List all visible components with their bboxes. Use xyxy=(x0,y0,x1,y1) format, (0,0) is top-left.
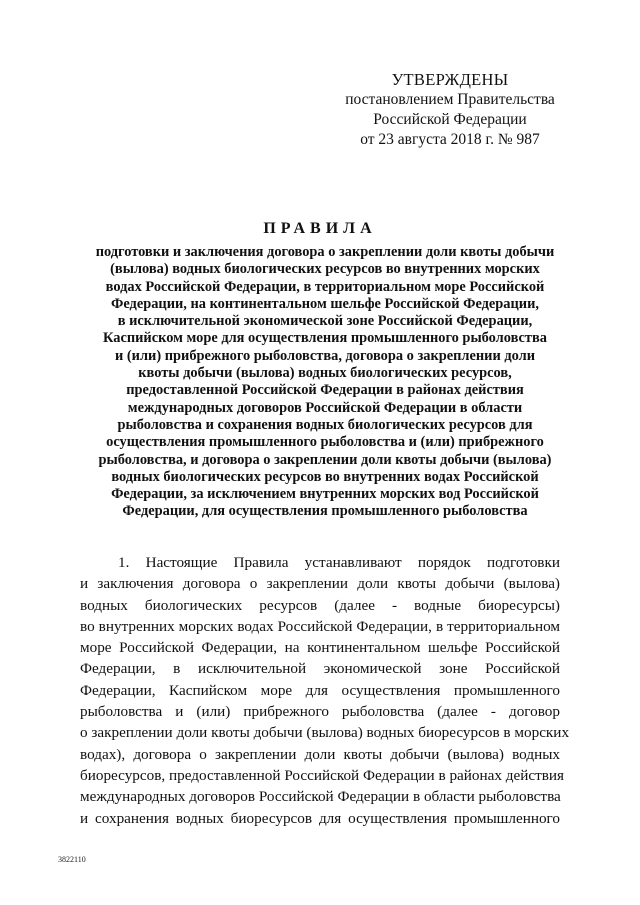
subtitle-line: в исключительной экономической зоне Российской Федерации, xyxy=(117,313,533,330)
body-line: биоресурсов, предоставленной Российской Федерации в районах действия xyxy=(80,766,565,784)
subtitle-line: международных договоров Российской Федерации в области xyxy=(127,399,523,416)
document-heading: ПРАВИЛА xyxy=(263,220,377,237)
subtitle-line: и (или) прибрежного рыболовства, договора о закреплении доли xyxy=(115,347,535,364)
body-line: во внутренних морских водах Российской Федерации, в территориальном xyxy=(80,617,560,635)
body-line: о закреплении доли квоты добычи (вылова) водных биоресурсов в морских xyxy=(80,724,570,742)
subtitle-line: рыболовства, и договора о закреплении доли квоты добычи (вылова) xyxy=(98,451,552,468)
body-line: водах), договора о закреплении доли квоты добычи (вылова) водных xyxy=(80,745,560,763)
approval-line-1: постановлением Правительства xyxy=(345,91,555,108)
approval-line-2: Российской Федерации xyxy=(373,111,527,128)
approval-block xyxy=(330,70,570,150)
subtitle-line: осуществления промышленного рыболовства и (или) прибрежного xyxy=(106,434,544,451)
body-line: 1. Настоящие Правила устанавливают порядок подготовки xyxy=(118,554,560,571)
subtitle-line: Федерации, на континентальном шельфе Российской Федерации, xyxy=(111,295,539,312)
subtitle-line: рыболовства и сохранения водных биологических ресурсов для xyxy=(117,416,533,433)
subtitle-line: Федерации, для осуществления промышленного рыболовства xyxy=(122,503,528,520)
body-line: водных биологических ресурсов (далее - водные биоресурсы) xyxy=(80,596,560,614)
body-line: и сохранения водных биоресурсов для осуществления промышленного xyxy=(80,809,560,827)
approval-title: УТВЕРЖДЕНЫ xyxy=(391,70,509,89)
body-line: Федерации, Каспийском море для осуществления промышленного xyxy=(80,681,560,699)
document-subtitle xyxy=(75,244,575,521)
subtitle-line: подготовки и заключения договора о закреплении доли квоты добычи xyxy=(95,244,555,260)
approval-line-3: от 23 августа 2018 г. № 987 xyxy=(360,131,540,148)
body-line: Федерации, в исключительной экономической зоне Российской xyxy=(80,660,560,678)
subtitle-line: предоставленной Российской Федерации в районах действия xyxy=(126,382,524,399)
subtitle-line: водных биологических ресурсов во внутренних водах Российской xyxy=(111,468,539,485)
body-line: море Российской Федерации, на континентальном шельфе Российской xyxy=(80,639,560,657)
subtitle-line: квоты добычи (вылова) водных биологических ресурсов, xyxy=(138,365,512,382)
page-code: 3822110 xyxy=(58,855,86,864)
body-line: и заключения договора о закреплении доли квоты добычи (вылова) xyxy=(80,575,560,593)
paragraph-1 xyxy=(80,552,570,829)
body-line: международных договоров Российской Федерации в области рыболовства xyxy=(80,788,561,806)
subtitle-line: (вылова) водных биологических ресурсов во внутренних морских xyxy=(110,261,540,278)
subtitle-line: Каспийском море для осуществления промышленного рыболовства xyxy=(103,330,547,347)
subtitle-line: Федерации, за исключением внутренних морских вод Российской xyxy=(111,486,539,503)
body-line: рыболовства и (или) прибрежного рыболовства (далее - договор xyxy=(80,703,560,721)
subtitle-line: водах Российской Федерации, в территориальном море Российской xyxy=(105,278,545,295)
